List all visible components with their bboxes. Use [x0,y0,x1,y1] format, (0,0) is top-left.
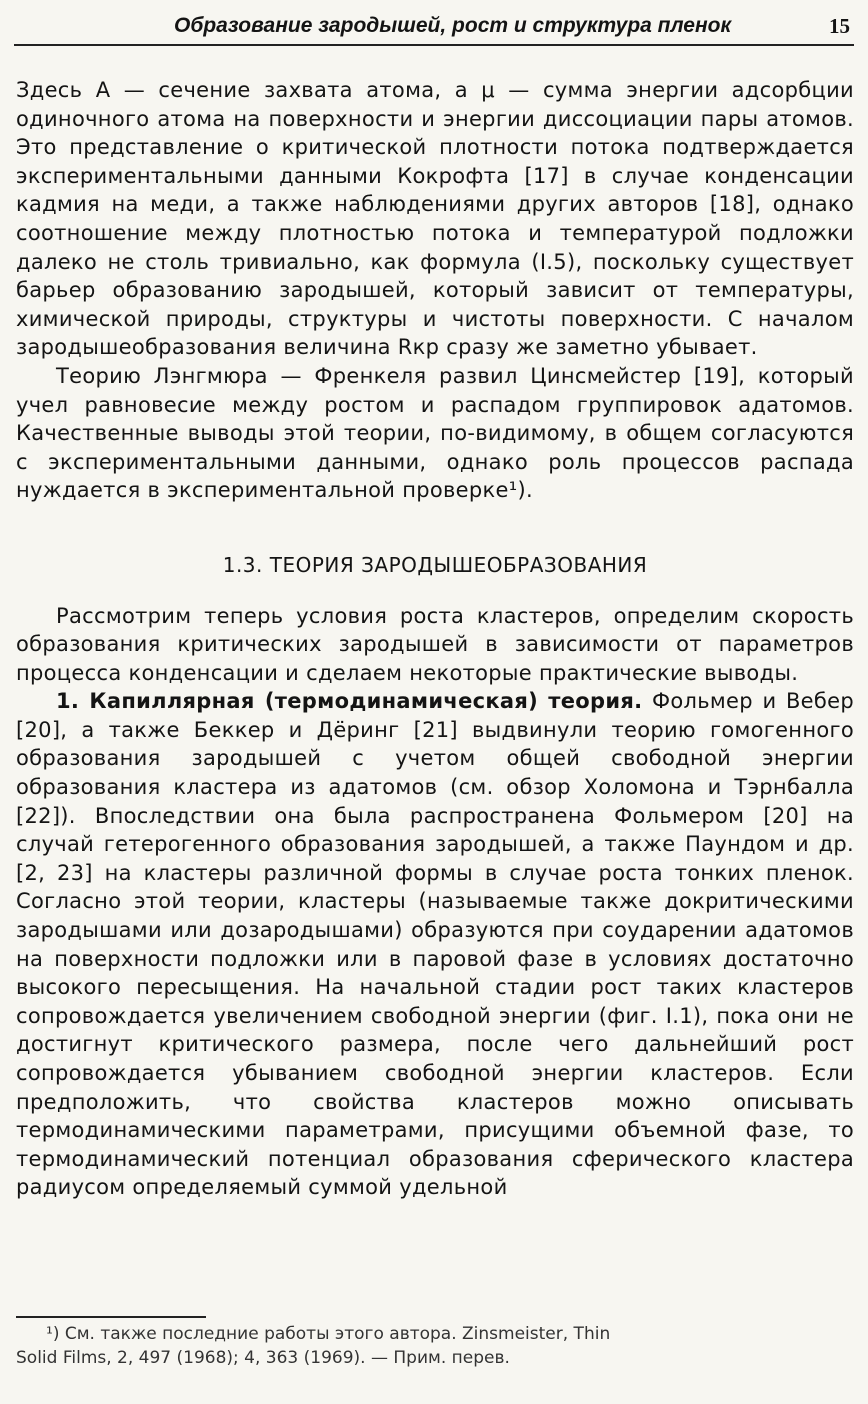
body-text [16,76,854,1202]
paragraph-cluster-growth: Рассмотрим теперь условия роста кластеров, определим скорость образования критических зародышей в зависимости от параметров процесса конденсации и сделаем некоторые практические выводы. [16,603,854,685]
capillary-theory-lead: 1. Капиллярная (термодинамическая) теория. [56,689,643,714]
footnote-line-2: Solid Films, 2, 497 (1968); 4, 363 (1969). — Прим. перев. [16,1348,510,1368]
section-heading: 1.3. ТЕОРИЯ ЗАРОДЫШЕОБРАЗОВАНИЯ [222,552,648,577]
footnote [16,1322,854,1370]
paragraph-capture-cross-section: Здесь A — сечение захвата атома, а μ — сумма энергии адсорбции одиночного атома на поверхности и энергии диссоциации пары атомов. Это представление о критической плотности потока подтверждается экспериментальными данными Кокрофта [17] в случае конденсации кадмия на меди, а также наблюдениями других авторов [18], однако соотношение между плотностью потока и температурой подложки далеко не столь тривиально, как формула (I.5), поскольку существует барьер образованию зародышей, который зависит от температуры, химической природы, структуры и чистоты поверхности. С началом зародышеобразования величина Rкр сразу же заметно убывает. [16,78,854,360]
paragraph-capillary-theory [16,687,854,1202]
footnote-line-1: ¹) См. также последние работы этого автора. Zinsmeister, Thin [46,1324,611,1344]
running-title: Образование зародышей, рост и структура пленок [174,14,732,37]
footnote-divider [16,1316,206,1318]
capillary-theory-text: Фольмер и Вебер [20], а также Беккер и Дёринг [21] выдвинули теорию гомогенного образования зародышей с учетом общей свободной энергии образования кластера из адатомов (см. обзор Холомона и Тэрнбалла [22]). Впоследствии она была распространена Фольмером [20] на случай гетерогенного образования зародышей, а также Паундом и др. [2, 23] на кластеры различной формы в случае роста тонких пленок. Согласно этой теории, кластеры (называемые также докритическими зародышами или дозародышами) образуются при соударении адатомов на поверхности подложки или в паровой фазе в условиях достаточно высокого пересыщения. На начальной стадии рост таких кластеров сопровождается увеличением свободной энергии (фиг. I.1), пока они не достигнут критического размера, после чего дальнейший рост сопровождается убыванием свободной энергии кластеров. Если предположить, что свойства кластеров можно описывать термодинамическими параметрами, присущими объемной фазе, то термодинамический потенциал образования сферического кластера радиусом определяемый суммой удельной [16,689,854,1200]
page-number: 15 [829,14,850,38]
running-header [14,10,854,46]
paragraph-zinsmeister-theory: Теорию Лэнгмюра — Френкеля развил Цинсмейстер [19], который учел равновесие между ростом и распадом группировок адатомов. Качественные выводы этой теории, по-видимому, в общем согласуются с экспериментальными данными, однако роль процессов распада нуждается в экспериментальной проверке¹). [16,363,854,503]
